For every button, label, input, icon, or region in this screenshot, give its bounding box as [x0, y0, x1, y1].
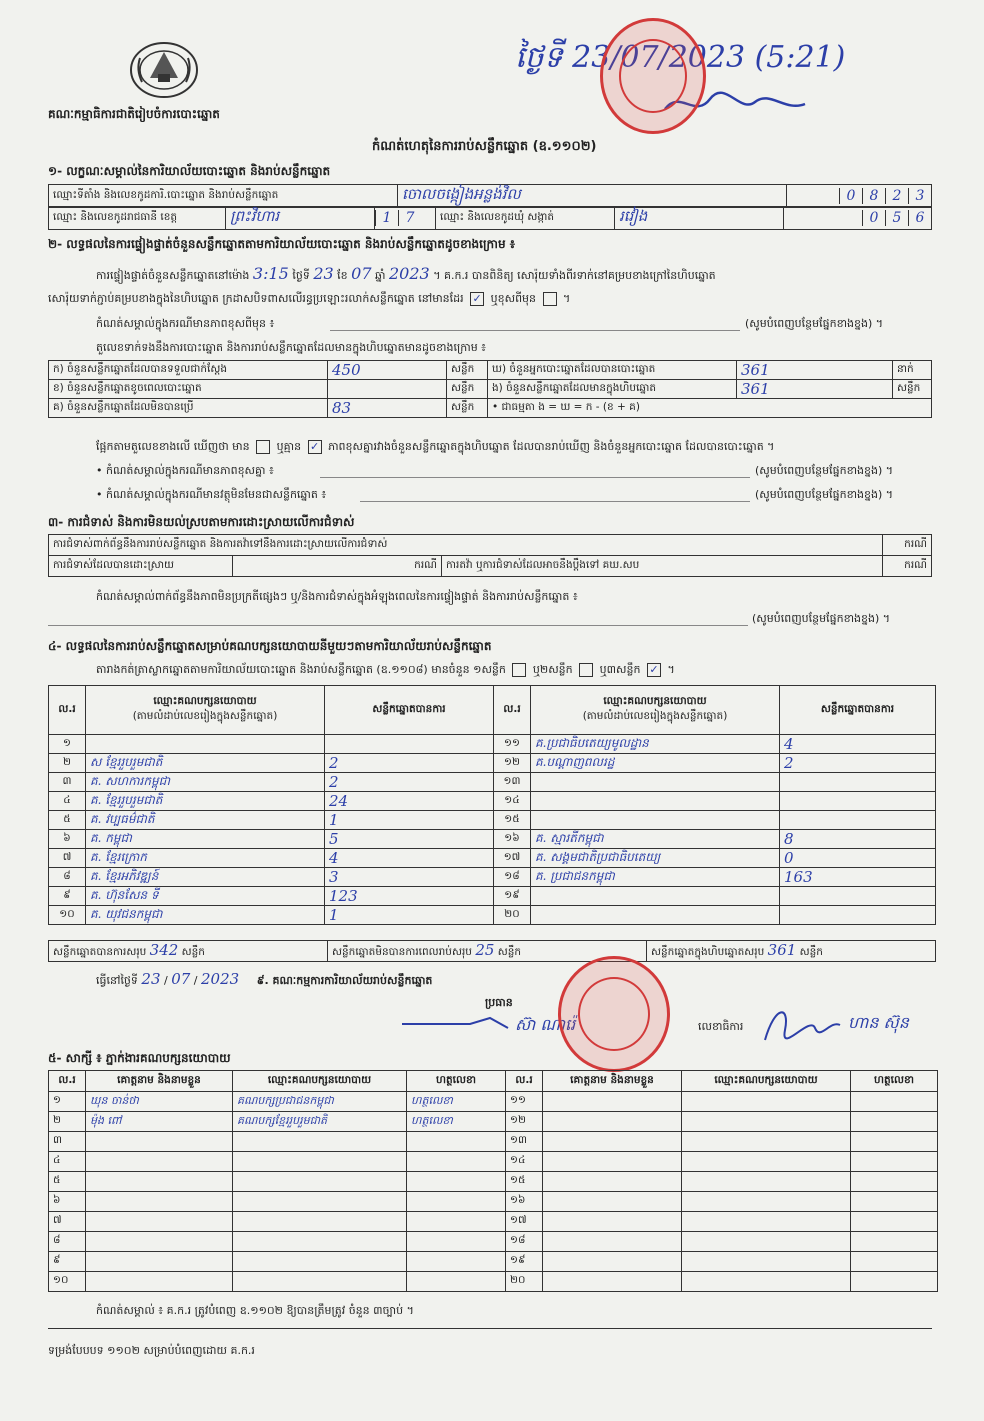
secretary-name: ហាន ស៊ុន: [848, 1013, 909, 1032]
party-votes: 24: [329, 792, 349, 810]
witness-no: ៤: [53, 1154, 61, 1166]
section2-heading: ២- លទ្ធផលនៃការផ្ទៀងផ្ទាត់ចំនួនសន្លឹកឆ្នោតតាមការិយាល័យបោះឆ្នោត និងរាប់សន្លឹកឆ្នោតដូចខាងក្រោម ៖: [48, 237, 516, 251]
table-row: [49, 1132, 938, 1152]
party-no: ៤: [63, 793, 71, 806]
witness-no: ១: [53, 1094, 61, 1106]
commune-code-digit: 6: [908, 210, 931, 226]
table-row: [49, 1112, 938, 1132]
tally-sheet-count-line: តារាងកត់ត្រាស្លាកឆ្នោតតាមការិយាល័យបោះឆ្នោត និងរាប់សន្លឹកឆ្នោត (ឧ.១១០៨) មានចំនួន ១សន្លឹក ឬ២សន្លឹក ឬ៣សន្លឹក ✓ ។: [96, 663, 675, 676]
party-votes: 5: [329, 830, 339, 848]
party-votes: 4: [329, 849, 339, 867]
province-code-digit: 7: [398, 210, 421, 226]
party-votes: 8: [784, 830, 794, 848]
party-votes: 4: [784, 735, 794, 753]
witness-no: ៩: [53, 1254, 61, 1266]
party-no: ៩: [63, 888, 71, 901]
section1-table: [48, 184, 932, 208]
witness-no: ១៥: [510, 1174, 526, 1186]
party-name: ស ខ្មែររួបរួមជាតិ: [90, 755, 163, 769]
witness-name: ម៉ុង ពៅ: [90, 1113, 122, 1127]
table-row: [49, 830, 936, 849]
sign-day: 23: [141, 970, 161, 988]
fill-back-note: (សូមបំពេញបន្ថែមផ្នែកខាងខ្នង) ។: [755, 464, 894, 477]
total-invalid-value: 25: [475, 941, 495, 959]
secretary-signature: [755, 1000, 845, 1050]
party-name: គ. ស្មារតីកម្ពុជា: [535, 831, 604, 845]
secretary-label: លេខាធិការ: [698, 1020, 744, 1033]
section1-heading: ១- លក្ខណៈសម្គាល់នៃការិយាល័យបោះឆ្នោត និងរាប់សន្លឹកឆ្នោត: [48, 164, 331, 178]
witness-signature: ហត្ថលេខា: [411, 1113, 453, 1127]
table-row: [49, 773, 936, 792]
sign-year: 2023: [201, 970, 240, 988]
section5-heading: ៥- សាក្សី ៖ ភ្នាក់ងារគណបក្សនយោបាយ: [48, 1051, 231, 1065]
totals-table: សន្លឹកឆ្នោតបានការសរុប 342 សន្លឹក សន្លឹកឆ្នោតមិនបានការពេលរាប់សរុប 25 សន្លឹក សន្លឹកឆ្នោតក្នុងហិបឆ្នោតសរុប 361 សន្លឹក: [48, 940, 936, 962]
party-no: ១: [63, 736, 71, 749]
table-row: [49, 1152, 938, 1172]
verification-time: 3:15: [252, 264, 289, 283]
bullet-difference: • កំណត់សម្គាល់ក្នុងករណីមានភាពខុសគ្នា ៖: [96, 464, 274, 477]
party-no: ២: [63, 755, 71, 768]
witness-no: ២០: [510, 1274, 526, 1286]
witness-no: ៦: [53, 1194, 61, 1206]
party-votes: 1: [329, 906, 339, 924]
table-row: [49, 887, 936, 906]
party-name: គ. យុវជនកម្ពុជា: [90, 907, 163, 921]
emblem-icon: [128, 38, 200, 100]
table-row: [49, 1272, 938, 1292]
fill-back-note: (សូមបំពេញបន្ថែមផ្នែកខាងខ្នង) ។: [752, 612, 891, 625]
section3-heading: ៣- ការជំទាស់ និងការមិនយល់ស្របតាមការដោះស្រាយលើការជំទាស់: [48, 515, 355, 529]
commune-label: ឈ្មោះ និងលេខកូដឃុំ សង្កាត់: [436, 207, 615, 230]
table-row: [49, 811, 936, 830]
table-row: គ) ចំនួនសន្លឹកឆ្នោតដែលមិនបានប្រើ 83 សន្លឹក • ជាធម្មតា ង = ឃ = ក - (ខ + គ): [49, 399, 932, 418]
table-row: [49, 754, 936, 773]
different-checkbox[interactable]: [543, 292, 557, 306]
table-row: ការជំទាស់ពាក់ព័ន្ធនឹងការរាប់សន្លឹកឆ្នោត និងការតវ៉ាទៅនឹងការដោះស្រាយលើការជំទាស់ ករណី: [49, 535, 932, 556]
chair-label: ប្រធាន: [485, 996, 513, 1009]
party-no: ១៥: [504, 812, 520, 825]
handwritten-date: ថ្ងៃទី 23/07/2023 (5:21): [515, 40, 846, 75]
official-stamp-top: [600, 18, 706, 134]
unused-ballots-value: 83: [332, 399, 352, 417]
table-row: [49, 1232, 938, 1252]
party-no: ៣: [62, 774, 72, 787]
party-name: គ. វប្បធម៌ជាតិ: [90, 812, 155, 826]
party-no: ២០: [504, 907, 520, 920]
party-no: ១៨: [504, 869, 520, 882]
same-checkbox[interactable]: ✓: [470, 292, 484, 306]
party-results-table: ល.រ ឈ្មោះគណបក្សនយោបាយ (តាមលំដាប់លេខរៀងក្នុងសន្លឹកឆ្នោត) សន្លឹកឆ្នោតបានការ ល.រ ឈ្មោះគណបក្សនយោបាយ (តាមលំដាប់លេខរៀងក្នុងសន្លឹកឆ្នោត) សន្លឹកឆ្នោតបានការ ១ ១១ គ.ប្រជាធិបតេយ្យមូលដ្ឋាន 4 ២ ស ខ្មែររួបរួមជាតិ 2 ១២ គ.បណ្តាញពលរដ្ឋ 2 ៣ គ. សហការកម្ពុជា 2 ១៣ ៤ គ. ខ្មែររួបរួមជាតិ 24 ១៤ ៥ គ. វប្បធម៌ជាតិ 1 ១៥ ៦ គ. កម្ពុជា 5 ១៦ គ. ស្មារតីកម្ពុជា 8 ៧ គ. ខ្មែរក្រោក 4 ១៧ គ. សង្គមជាតិប្រជាធិបតេយ្យ 0 ៨ គ. ខ្មែរអភិវឌ្ឍន៍ 3 ១៨ គ. ប្រជាជនកម្ពុជា 163 ៩ គ. ហ៊ុនសែន ទី 123 ១៩ ១០ គ. យុវជនកម្ពុជា 1 ២០: [48, 685, 936, 925]
witness-signature: ហត្ថលេខា: [411, 1093, 453, 1107]
witness-table: ល.រ គោត្តនាម និងនាមខ្លួន ឈ្មោះគណបក្សនយោបាយ ហត្ថលេខា ល.រ គោត្តនាម និងនាមខ្លួន ឈ្មោះគណបក្សនយោបាយ ហត្ថលេខា ១ ឃុន ចាន់ថា គណបក្សប្រជាជនកម្ពុជា ហត្ថលេខា ១១ ២ ម៉ុង ពៅ គណបក្សខ្មែររួបរួមជាតិ ហត្ថលេខា ១២ ៣ ១៣ ៤ ១៤ ៥ ១៥ ៦ ១៦ ៧ ១៧ ៨ ១៨ ៩ ១៩ ១០ ២០: [48, 1070, 938, 1292]
commune-value: រវៀង: [619, 207, 648, 225]
party-no: ១៦: [504, 831, 520, 844]
party-votes: 1: [329, 811, 339, 829]
witness-no: ១២: [510, 1114, 526, 1126]
has-difference-checkbox[interactable]: [256, 440, 270, 454]
party-votes: 163: [784, 868, 813, 886]
compare-line: ផ្អែកតាមតួលេខខាងលើ ឃើញថា មាន ឬគ្មាន ✓ ភាពខុសគ្នារវាងចំនួនសន្លឹកឆ្នោតក្នុងហិបឆ្នោត ដែលបានរាប់ឃើញ និងចំនួនអ្នកបោះឆ្នោត ដែលបានបោះឆ្នោត ។: [96, 440, 775, 453]
party-no: ១៩: [504, 888, 520, 901]
party-votes: 2: [784, 754, 794, 772]
party-no: ១៤: [504, 793, 520, 806]
witness-no: ១៣: [510, 1134, 527, 1146]
party-name: គ. ខ្មែររួបរួមជាតិ: [90, 793, 163, 807]
table-row: [49, 1212, 938, 1232]
party-votes: 123: [329, 887, 358, 905]
province-label: ឈ្មោះ និងលេខកូដរាជធានី ខេត្ត: [49, 207, 226, 230]
witness-no: ១០: [53, 1274, 69, 1286]
witness-no: ១១: [510, 1094, 526, 1106]
no-difference-checkbox[interactable]: ✓: [308, 440, 322, 454]
party-no: ១៧: [503, 850, 521, 863]
party-name: គ. សហការកម្ពុជា: [90, 774, 170, 788]
party-no: ៥: [63, 812, 71, 825]
party-votes: 0: [784, 849, 794, 867]
signing-date-line: ធ្វើនៅថ្ងៃទី 23 / 07 / 2023 ៩. គណៈកម្មការការិយាល័យរាប់សន្លឹកឆ្នោត: [96, 970, 433, 988]
verification-year: 2023: [389, 264, 430, 283]
voters-value: 361: [741, 361, 770, 379]
witness-party: គណបក្សប្រជាជនកម្ពុជា: [237, 1093, 334, 1107]
party-name: គ.បណ្តាញពលរដ្ឋ: [535, 755, 615, 769]
witness-no: ១៤: [510, 1154, 526, 1166]
table-row: [49, 906, 936, 925]
party-votes: 2: [329, 773, 339, 791]
irregularity-note-label: កំណត់សម្គាល់ពាក់ព័ន្ធនឹងភាពមិនប្រក្រតីផ្សេងៗ ឬ/និងការជំទាស់ក្នុងអំឡុងពេលនៃការផ្ទៀងផ្ទាត់ និងការរាប់សន្លឹកឆ្នោត ៖: [96, 590, 578, 603]
party-name: គ. ខ្មែរក្រោក: [90, 850, 147, 864]
location-code-digit: 8: [862, 188, 885, 204]
table-row: ខ) ចំនួនសន្លឹកឆ្នោតខូចពេលបោះឆ្នោត សន្លឹក ង) ចំនួនសន្លឹកឆ្នោតដែលមានក្នុងហិបឆ្នោត 361 សន្លឹក: [49, 380, 932, 399]
figures-table: [48, 360, 932, 418]
section1-table-row2: [48, 206, 932, 230]
province-code-digit: 1: [375, 210, 398, 226]
commune-code-digit: 5: [885, 210, 908, 226]
objections-table: [48, 534, 932, 577]
party-name: គ. សង្គមជាតិប្រជាធិបតេយ្យ: [535, 850, 661, 864]
table-row: [49, 849, 936, 868]
party-no: ៨: [63, 869, 71, 882]
witness-no: ៧: [53, 1214, 62, 1226]
location-code-digit: 0: [839, 188, 862, 204]
one-sheet-checkbox[interactable]: [512, 663, 526, 677]
chair-signature: [400, 1010, 510, 1036]
figures-intro: តួលេខទាក់ទងនឹងការបោះឆ្នោត និងការរាប់សន្លឹកឆ្នោតដែលមានក្នុងហិបឆ្នោតមានដូចខាងក្រោម ៖: [96, 341, 487, 354]
bullet-non-ballot: • កំណត់សម្គាល់ក្នុងករណីមានវត្ថុមិនមែនជាសន្លឹកឆ្នោត ៖: [96, 488, 327, 501]
witness-no: ២: [53, 1114, 61, 1126]
table-row: [49, 1172, 938, 1192]
party-name: គ. ហ៊ុនសែន ទី: [90, 888, 159, 902]
fill-back-note: (សូមបំពេញបន្ថែមផ្នែកខាងខ្នង) ។: [755, 488, 894, 501]
party-votes: 2: [329, 754, 339, 772]
witness-no: ១៩: [510, 1254, 526, 1266]
ballots-in-box-value: 361: [741, 380, 770, 398]
witness-no: ៨: [53, 1234, 61, 1246]
footer-text: ទម្រង់បែបបទ ១១០២ សម្រាប់បំពេញដោយ គ.ក.រ: [48, 1344, 255, 1357]
total-box-value: 361: [767, 941, 797, 959]
two-sheet-checkbox[interactable]: [579, 663, 593, 677]
commune-code-digit: 0: [862, 210, 885, 226]
seal-line: សោរ៉ុយទាក់ភ្ជាប់គម្របខាងក្នុងនៃហិបឆ្នោត ក្រដាសបិទពាសលើរន្ធប្រឡោះរលាក់សន្លឹកឆ្នោត នៅមានដែរ ✓ ឬខុសពីមុន ។: [48, 292, 571, 305]
party-no: ៦: [63, 831, 71, 844]
party-name: គ. កម្ពុជា: [90, 831, 132, 845]
table-row: [49, 1092, 938, 1112]
witness-no: ៣: [53, 1134, 62, 1146]
province-value: ព្រះវិហារ: [230, 207, 280, 225]
table-row: [49, 1252, 938, 1272]
fill-back-note: (សូមបំពេញបន្ថែមផ្នែកខាងខ្នង) ។: [745, 317, 884, 330]
party-no: ១០: [59, 907, 75, 920]
form-title: កំណត់ហេតុនៃការរាប់សន្លឹកឆ្នោត (ឧ.១១០២): [372, 139, 597, 154]
witness-no: ១៨: [510, 1234, 526, 1246]
table-row: ការជំទាស់ដែលបានដោះស្រាយ ករណី ការតវ៉ា ឬការជំទាស់ដែលអាចនឹងប្តឹងទៅ គឃ.សប ករណី: [49, 556, 932, 577]
party-name: គ. ខ្មែរអភិវឌ្ឍន៍: [90, 869, 159, 883]
table-row: [49, 735, 936, 754]
footnote: កំណត់សម្គាល់ ៖ គ.ក.រ ត្រូវបំពេញ ឧ.១១០២ ឱ្យបានត្រឹមត្រូវ ចំនួន ៣ច្បាប់ ។: [96, 1304, 414, 1317]
total-valid-value: 342: [149, 941, 179, 959]
party-name: គ.ប្រជាធិបតេយ្យមូលដ្ឋាន: [535, 736, 649, 750]
verification-line: ការផ្ទៀងផ្ទាត់ចំនួនសន្លឹកឆ្នោតនៅម៉ោង 3:15 ថ្ងៃទី 23 ខែ 07 ឆ្នាំ 2023 ។ គ.ក.រ បានពិនិត្យ សោរ៉ុយទាំងពីរទាក់នៅគម្របខាងក្រៅនៃហិបឆ្នោត: [96, 264, 716, 283]
witness-no: ១៧: [510, 1214, 527, 1226]
committee-name: គណៈកម្មាធិការជាតិរៀបចំការបោះឆ្នោត: [48, 107, 220, 121]
location-label: ឈ្មោះទីតាំង និងលេខកូដការិ.បោះឆ្នោត និងរាប់សន្លឹកឆ្នោត: [49, 185, 398, 208]
location-value: ចោលចង្កៀងអន្លង់វិល: [402, 185, 521, 203]
witness-no: ៥: [53, 1174, 61, 1186]
party-votes: 3: [329, 868, 339, 886]
witness-no: ១៦: [510, 1194, 526, 1206]
official-stamp-bottom: [558, 956, 670, 1072]
table-row: [49, 868, 936, 887]
table-row: [49, 1192, 938, 1212]
location-code-digit: 2: [885, 188, 908, 204]
chair-name: ស៊ា ណារ៉េ: [515, 1015, 576, 1034]
table-row: [49, 792, 936, 811]
three-sheet-checkbox[interactable]: ✓: [647, 663, 661, 677]
party-no: ៧: [62, 850, 72, 863]
location-code-digit: 3: [908, 188, 931, 204]
party-no: ១១: [504, 736, 520, 749]
received-ballots-value: 450: [332, 361, 361, 379]
witness-name: ឃុន ចាន់ថា: [90, 1093, 139, 1107]
section4-heading: ៤- លទ្ធផលនៃការរាប់សន្លឹកឆ្នោតសម្រាប់គណបក្សនយោបាយនីមួយៗតាមការិយាល័យរាប់សន្លឹកឆ្នោត: [48, 639, 492, 653]
sign-month: 07: [171, 970, 191, 988]
verification-day: 23: [313, 264, 334, 283]
difference-note-label: កំណត់សម្គាល់ក្នុងករណីមានភាពខុសពីមុន ៖: [96, 317, 275, 330]
table-row: ក) ចំនួនសន្លឹកឆ្នោតដែលបានទទួលជាក់ស្តែង 450 សន្លឹក ឃ) ចំនួនអ្នកបោះឆ្នោតដែលបានបោះឆ្នោត 361 នាក់: [49, 361, 932, 380]
party-name: គ. ប្រជាជនកម្ពុជា: [535, 869, 615, 883]
party-no: ១២: [504, 755, 520, 768]
verification-month: 07: [351, 264, 372, 283]
party-no: ១៣: [503, 774, 521, 787]
witness-party: គណបក្សខ្មែររួបរួមជាតិ: [237, 1113, 328, 1127]
